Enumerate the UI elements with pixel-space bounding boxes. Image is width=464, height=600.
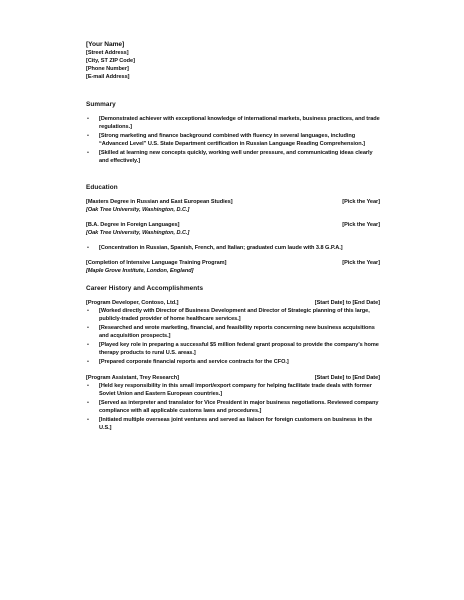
school-text[interactable]: [Oak Tree University, Washington, D.C.] (86, 230, 190, 236)
job-bullet[interactable]: • [Initiated multiple overseas joint ventures and served as liaison for foreign customers on business in the U.S.] (86, 416, 380, 432)
school-text[interactable]: [Maple Grove Institute, London, England] (86, 268, 194, 274)
degree-text[interactable]: [B.A. Degree in Foreign Languages] (86, 222, 180, 228)
education-heading: Education (86, 184, 118, 191)
job-dates[interactable]: [Start Date] to [End Date] (314, 300, 380, 306)
job-title[interactable]: [Program Assistant, Trey Research] (86, 375, 179, 381)
career-heading: Career History and Accomplishments (86, 285, 204, 292)
education-row (86, 198, 380, 206)
resume-content (86, 41, 380, 440)
job-bullet[interactable]: • [Played key role in preparing a successful $5 million federal grant proposal to provide the company’s home therapy products to rural U.S. areas.] (86, 341, 380, 357)
education-row (86, 221, 380, 229)
contact-block (86, 41, 380, 81)
contact-phone[interactable]: [Phone Number] (86, 66, 129, 72)
contact-email[interactable]: [E-mail Address] (86, 74, 130, 80)
contact-street[interactable]: [Street Address] (86, 50, 129, 56)
job-bullet[interactable]: • [Prepared corporate financial reports and service contracts for the CFO.] (86, 358, 380, 366)
contact-name[interactable]: [Your Name] (86, 41, 125, 48)
education-entry (86, 198, 380, 214)
job-bullets (86, 382, 380, 432)
year-picker[interactable]: [Pick the Year] (342, 260, 380, 266)
job-row (86, 299, 380, 307)
job-entry (86, 299, 380, 366)
education-bullet[interactable]: • [Concentration in Russian, Spanish, French, and Italian; graduated cum laude with 3.8 G.P.A.] (86, 244, 380, 252)
school-text[interactable]: [Oak Tree University, Washington, D.C.] (86, 207, 190, 213)
year-picker[interactable]: [Pick the Year] (342, 199, 380, 205)
education-row (86, 259, 380, 267)
job-bullet[interactable]: • [Researched and wrote marketing, financial, and feasibility reports concerning new business acquisitions and acquisition prospects.] (86, 324, 380, 340)
summary-list (86, 115, 380, 165)
summary-item[interactable]: • [Demonstrated achiever with exceptional knowledge of international markets, business practices, and trade regulations.] (86, 115, 380, 131)
job-entry (86, 374, 380, 432)
job-bullet[interactable]: • [Worked directly with Director of Business Development and Director of Strategic planning of this large, publicly-traded provider of home healthcare services.] (86, 307, 380, 323)
summary-heading: Summary (86, 101, 116, 108)
year-picker[interactable]: [Pick the Year] (342, 222, 380, 228)
degree-text[interactable]: [Completion of Intensive Language Training Program] (86, 260, 227, 266)
job-bullet[interactable]: • [Held key responsibility in this small import/export company for helping facilitate trade deals with former Soviet Union and Eastern European countries.] (86, 382, 380, 398)
summary-item[interactable]: • [Strong marketing and finance background combined with fluency in several languages, including “Advanced Level” U.S. State Department certification in Russian Language Reading Comprehension.] (86, 132, 380, 148)
summary-item[interactable]: • [Skilled at learning new concepts quickly, working well under pressure, and communicating ideas clearly and effectively.] (86, 149, 380, 165)
education-entry (86, 259, 380, 275)
job-title[interactable]: [Program Developer, Contoso, Ltd.] (86, 300, 179, 306)
education-entry (86, 221, 380, 252)
job-row (86, 374, 380, 382)
contact-city[interactable]: [City, ST ZIP Code] (86, 58, 135, 64)
job-bullet[interactable]: • [Served as interpreter and translator for Vice President in major business negotiations. Reviewed company compliance with all applicable customs laws and procedures.] (86, 399, 380, 415)
degree-text[interactable]: [Masters Degree in Russian and East European Studies] (86, 199, 233, 205)
education-bullets (86, 244, 380, 252)
job-bullets (86, 307, 380, 366)
job-dates[interactable]: [Start Date] to [End Date] (314, 375, 380, 381)
